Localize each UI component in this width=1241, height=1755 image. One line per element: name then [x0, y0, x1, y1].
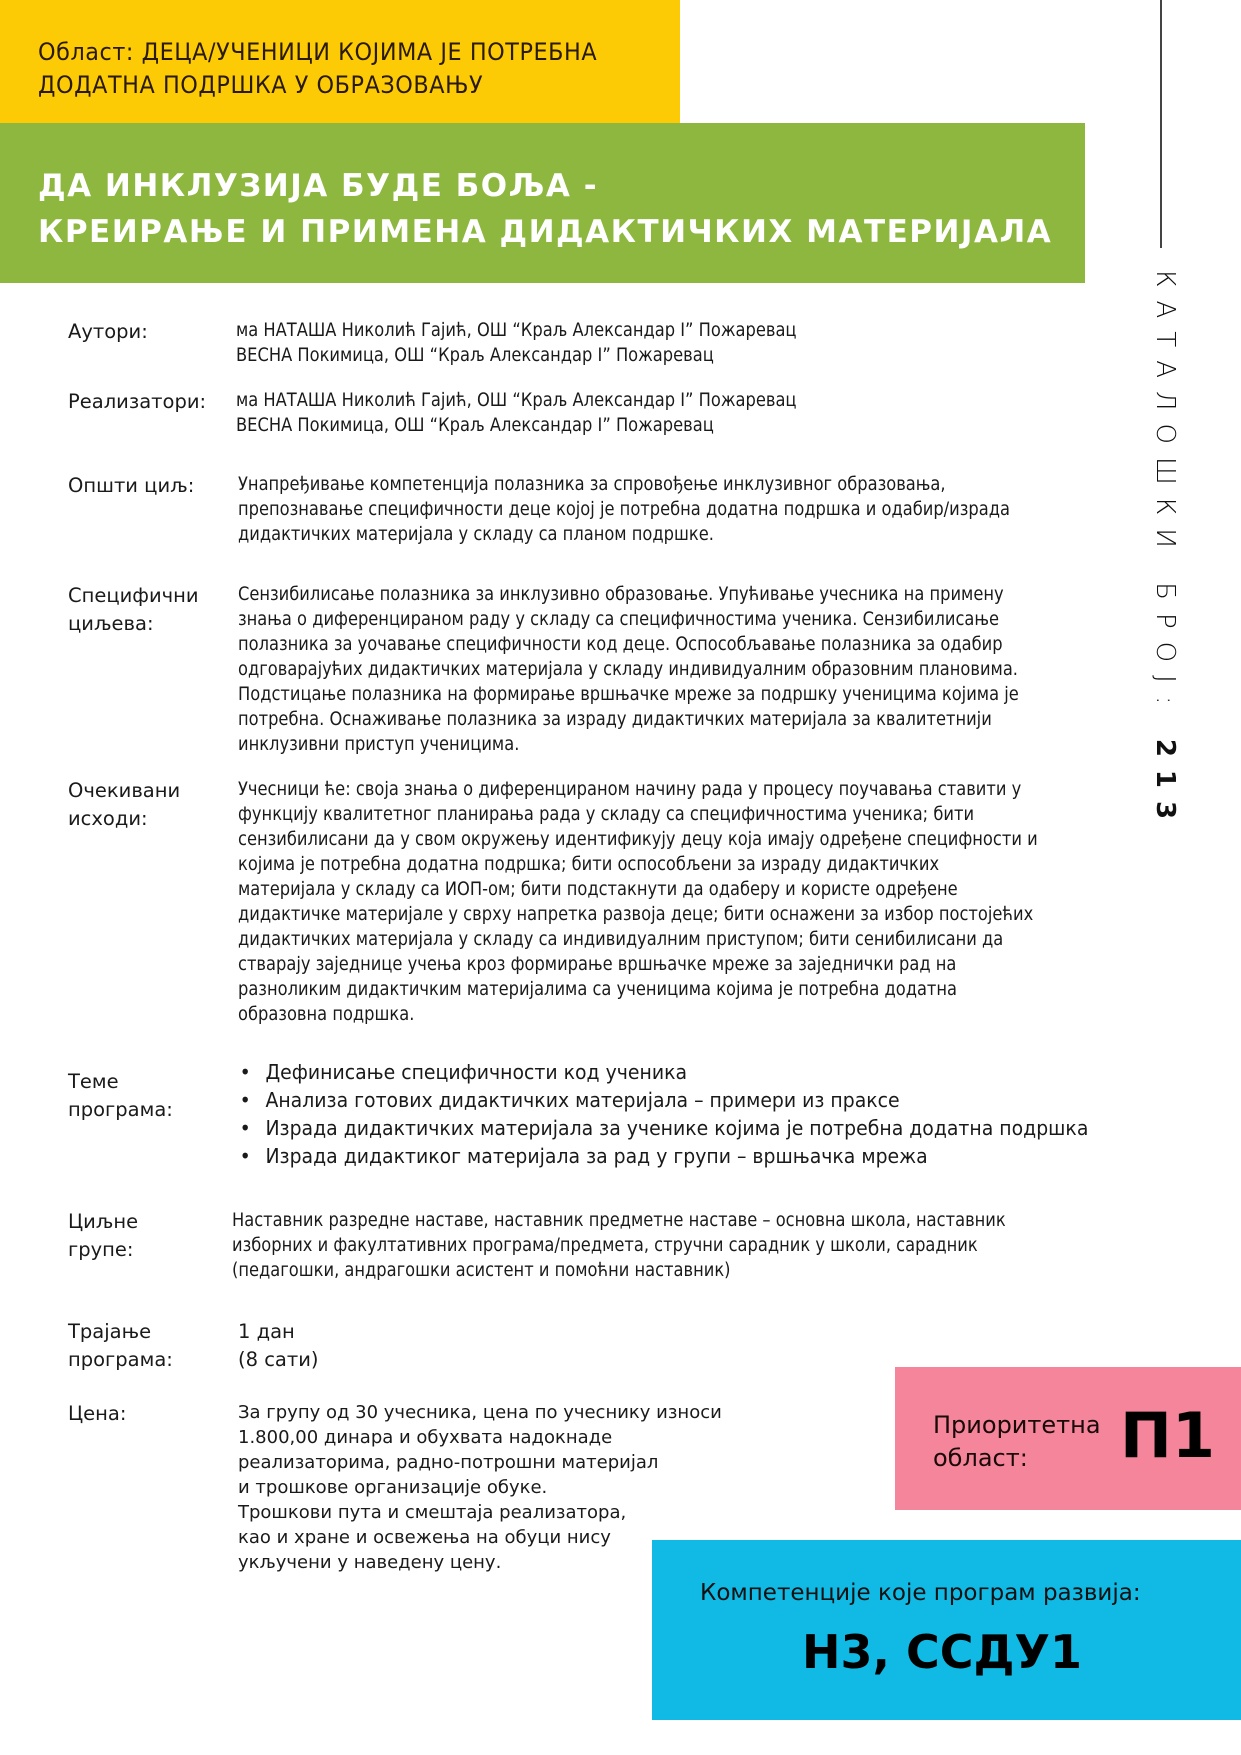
label-line: Теме — [68, 1070, 119, 1093]
field-label: Реализатори: — [68, 390, 207, 413]
title-line: КРЕИРАЊЕ И ПРИМЕНА ДИДАКТИЧКИХ МАТЕРИЈАЛА — [38, 214, 1053, 250]
value-line: укључени у наведену цену. — [238, 1552, 502, 1573]
value-line: ма НАТАША Николић Гајић, ОШ “Краљ Александар I” Пожаревац — [236, 320, 797, 341]
value-line: (8 сати) — [238, 1348, 319, 1371]
topic-text: Анализа готових дидактичких материјала – примери из праксе — [265, 1088, 900, 1112]
value-line: (педагошки, андрагошки асистент и помоћни наставник) — [232, 1260, 731, 1281]
field-label: Општи циљ: — [68, 474, 195, 497]
label-line: групе: — [68, 1238, 134, 1261]
field-value — [238, 1400, 722, 1575]
value-line: инклузивни приступ ученицима. — [238, 734, 520, 755]
priority-value: П1 — [1120, 1399, 1216, 1472]
field-label — [68, 1208, 228, 1264]
value-line: ВЕСНА Покимица, ОШ “Краљ Александар I” Пожаревац — [236, 345, 714, 366]
field-value — [238, 777, 1118, 1027]
label-line: Трајање — [68, 1320, 152, 1343]
topic-item — [236, 1086, 1088, 1114]
value-line: дидактичке материјале у сврху напретка развоја деце; бити оснажени за избор постојећих — [238, 904, 1034, 925]
area-banner — [0, 0, 680, 123]
label-line: област: — [933, 1444, 1028, 1472]
competence-box — [652, 1540, 1241, 1720]
value-line: одговарајућих дидактичких материјала у складу индивидуалним образовним плановима. — [238, 659, 1018, 680]
topic-item — [236, 1114, 1088, 1142]
field-value — [238, 1318, 319, 1374]
field-label: Цена: — [68, 1402, 127, 1425]
catalog-label: КАТАЛОШКИ БРОЈ: — [1150, 270, 1180, 718]
value-line: дидактичких материјала у складу са планом подршке. — [238, 524, 714, 545]
priority-area-box — [895, 1367, 1241, 1510]
program-title — [38, 163, 1078, 255]
value-line: Трошкови пута и смештаја реализатора, — [238, 1502, 627, 1523]
bullet-icon: • — [239, 1060, 251, 1084]
field-value — [232, 1208, 1112, 1283]
field-label — [68, 1068, 228, 1124]
field-value — [236, 318, 1116, 368]
topic-text: Израда дидактиког материјала за рад у групи – вршњачка мрежа — [265, 1144, 928, 1168]
field-value — [236, 388, 1116, 438]
value-line: Подстицање полазника на формирање вршњачке мреже за подршку ученицима којима је — [238, 684, 1019, 705]
area-line: ДОДАТНА ПОДРШКА У ОБРАЗОВАЊУ — [38, 71, 484, 99]
value-line: препознавање специфичности деце којој је потребна додатна подршка и одабир/израда — [238, 499, 1010, 520]
field-value — [238, 472, 1118, 547]
bullet-icon: • — [239, 1144, 251, 1168]
label-line: Циљне — [68, 1210, 139, 1233]
value-line: 1.800,00 динара и обухвата надокнаде — [238, 1427, 613, 1448]
value-line: изборних и факултативних програма/предмета, стручни сарадник у школи, сарадник — [232, 1235, 978, 1256]
competence-label: Компетенције које програм развија: — [700, 1580, 1141, 1606]
value-line: Унапређивање компетенција полазника за спровођење инклузивног образовања, — [238, 474, 946, 495]
topic-item — [236, 1142, 1088, 1170]
title-line: ДА ИНКЛУЗИЈА БУДЕ БОЉА - — [38, 168, 599, 204]
bullet-icon: • — [239, 1116, 251, 1140]
label-line: Очекивани — [68, 779, 181, 802]
value-line: материјала у складу са ИОП-ом; бити подстакнути да одаберу и користе одређене — [238, 879, 958, 900]
value-line: као и хране и освежења на обуци нису — [238, 1527, 611, 1548]
value-line: потребна. Оснаживање полазника за израду дидактичких материјала за квалитетнији — [238, 709, 992, 730]
topics-list — [236, 1058, 1088, 1170]
value-line: сензибилисани да у свом окружењу идентификују децу која имају одређене специфности и — [238, 829, 1038, 850]
value-line: За групу од 30 учесника, цена по учеснику износи — [238, 1402, 722, 1423]
label-line: Приоритетна — [933, 1411, 1101, 1439]
label-line: програма: — [68, 1348, 173, 1371]
field-value — [238, 582, 1118, 757]
label-line: циљева: — [68, 612, 154, 635]
value-line: полазника за уочавање специфичности код деце. Оспособљавање полазника за одабир — [238, 634, 1003, 655]
label-line: програма: — [68, 1098, 173, 1121]
label-line: исходи: — [68, 807, 148, 830]
value-line: знања о диференцираном раду у складу са специфичностима ученика. Сензибилисање — [238, 609, 1000, 630]
value-line: Сензибилисање полазника за инклузивно образовање. Упућивање учесника на примену — [238, 584, 1004, 605]
topic-item — [236, 1058, 1088, 1086]
field-label: Аутори: — [68, 320, 148, 343]
field-label — [68, 777, 228, 833]
value-line: функцију квалитетног планирања рада у складу са специфичностима ученика; бити — [238, 804, 975, 825]
value-line: дидактичких материјала у складу са индивидуалним приступом; бити сенибилисани да — [238, 929, 1004, 950]
bullet-icon: • — [239, 1088, 251, 1112]
value-line: реализаторима, радно-потрошни материјал — [238, 1452, 659, 1473]
value-line: стварају заједнице учења кроз формирање вршњачке мреже за заједнички рад на — [238, 954, 957, 975]
value-line: разноликим дидактичким материјалима са ученицима којима је потребна додатна — [238, 979, 958, 1000]
priority-label — [933, 1409, 1101, 1475]
field-label — [68, 1318, 228, 1374]
label-line: Специфични — [68, 584, 199, 607]
catalog-number — [1150, 270, 1180, 832]
value-line: 1 дан — [238, 1320, 295, 1343]
value-line: Наставник разредне наставе, наставник предметне наставе – основна школа, наставник — [232, 1210, 1006, 1231]
value-line: и трошкове организације обуке. — [238, 1477, 548, 1498]
title-banner — [0, 123, 1085, 283]
topic-text: Дефинисање специфичности код ученика — [265, 1060, 688, 1084]
competence-value: Н3, ССДУ1 — [802, 1625, 1082, 1679]
vertical-divider — [1160, 0, 1162, 248]
value-line: Учесници ће: своја знања о диференцираном начину рада у процесу поучавања ставити у — [238, 779, 1022, 800]
value-line: ВЕСНА Покимица, ОШ “Краљ Александар I” Пожаревац — [236, 415, 714, 436]
value-line: којима је потребна додатна подршка; бити оспособљени за израду дидактичких — [238, 854, 940, 875]
value-line: образовна подршка. — [238, 1004, 415, 1025]
area-line: Област: ДЕЦА/УЧЕНИЦИ КОЈИМА ЈЕ ПОТРЕБНА — [38, 38, 598, 66]
area-heading — [38, 36, 624, 102]
catalog-value: 213 — [1150, 738, 1180, 833]
topic-text: Израда дидактичких материјала за ученике којима је потребна додатна подршка — [265, 1116, 1089, 1140]
value-line: ма НАТАША Николић Гајић, ОШ “Краљ Александар I” Пожаревац — [236, 390, 797, 411]
field-label — [68, 582, 228, 638]
